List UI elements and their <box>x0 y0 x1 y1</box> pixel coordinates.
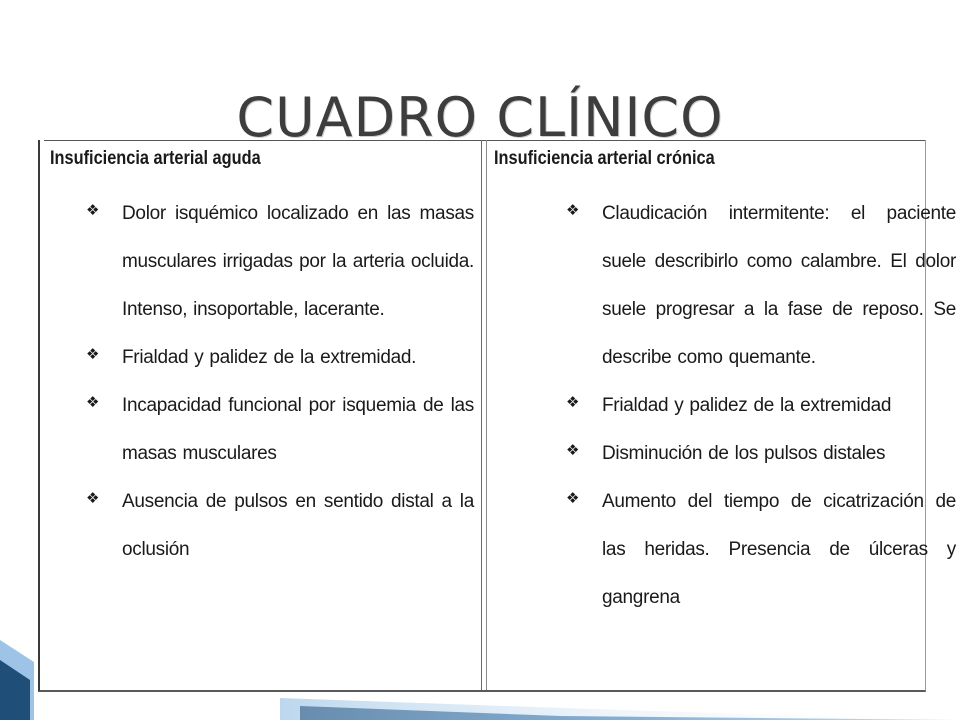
diamond-bullet-icon: ❖ <box>86 393 100 411</box>
column-acute <box>40 140 482 690</box>
decorative-wave-dark <box>0 660 30 720</box>
list-item-text: Frialdad y palidez de la extremidad <box>602 395 892 416</box>
diamond-bullet-icon: ❖ <box>86 201 100 219</box>
list-item-text: Dolor isquémico localizado en las masas musculares irrigadas por la arteria ocluida. Intenso, insoportable, lacerante. <box>122 203 474 320</box>
list-item <box>86 190 474 334</box>
column-chronic <box>482 140 956 690</box>
list-item <box>86 334 474 382</box>
list-item-text: Ausencia de pulsos en sentido distal a la oclusión <box>122 491 474 560</box>
list-item-text: Aumento del tiempo de cicatrización de las heridas. Presencia de úlceras y gangrena <box>602 491 956 608</box>
diamond-bullet-icon: ❖ <box>566 489 580 507</box>
list-item-text: Disminución de los pulsos distales <box>602 443 886 464</box>
clinical-table <box>38 140 956 692</box>
diamond-bullet-icon: ❖ <box>86 345 100 363</box>
column-header-chronic: Insuficiencia arterial crónica <box>494 148 715 169</box>
list-item-text: Frialdad y palidez de la extremidad. <box>122 347 417 368</box>
diamond-bullet-icon: ❖ <box>566 441 580 459</box>
list-item <box>566 430 956 478</box>
list-item <box>86 382 474 478</box>
slide-title: CUADRO CLÍNICO <box>236 86 724 150</box>
diamond-bullet-icon: ❖ <box>86 489 100 507</box>
column-header-acute: Insuficiencia arterial aguda <box>50 148 261 169</box>
list-item <box>566 190 956 382</box>
list-item <box>566 382 956 430</box>
decorative-wave-fade <box>280 698 960 720</box>
list-item-text: Claudicación intermitente: el paciente suele describirlo como calambre. El dolor suele progresar a la fase de reposo. Se describe como quemante. <box>602 203 956 368</box>
decorative-wave-blue <box>300 706 960 720</box>
acute-symptom-list <box>86 190 474 574</box>
decorative-wave-light <box>0 640 34 720</box>
diamond-bullet-icon: ❖ <box>566 393 580 411</box>
list-item <box>86 478 474 574</box>
list-item <box>566 478 956 622</box>
chronic-symptom-list <box>566 190 956 622</box>
list-item-text: Incapacidad funcional por isquemia de las masas musculares <box>122 395 474 464</box>
diamond-bullet-icon: ❖ <box>566 201 580 219</box>
